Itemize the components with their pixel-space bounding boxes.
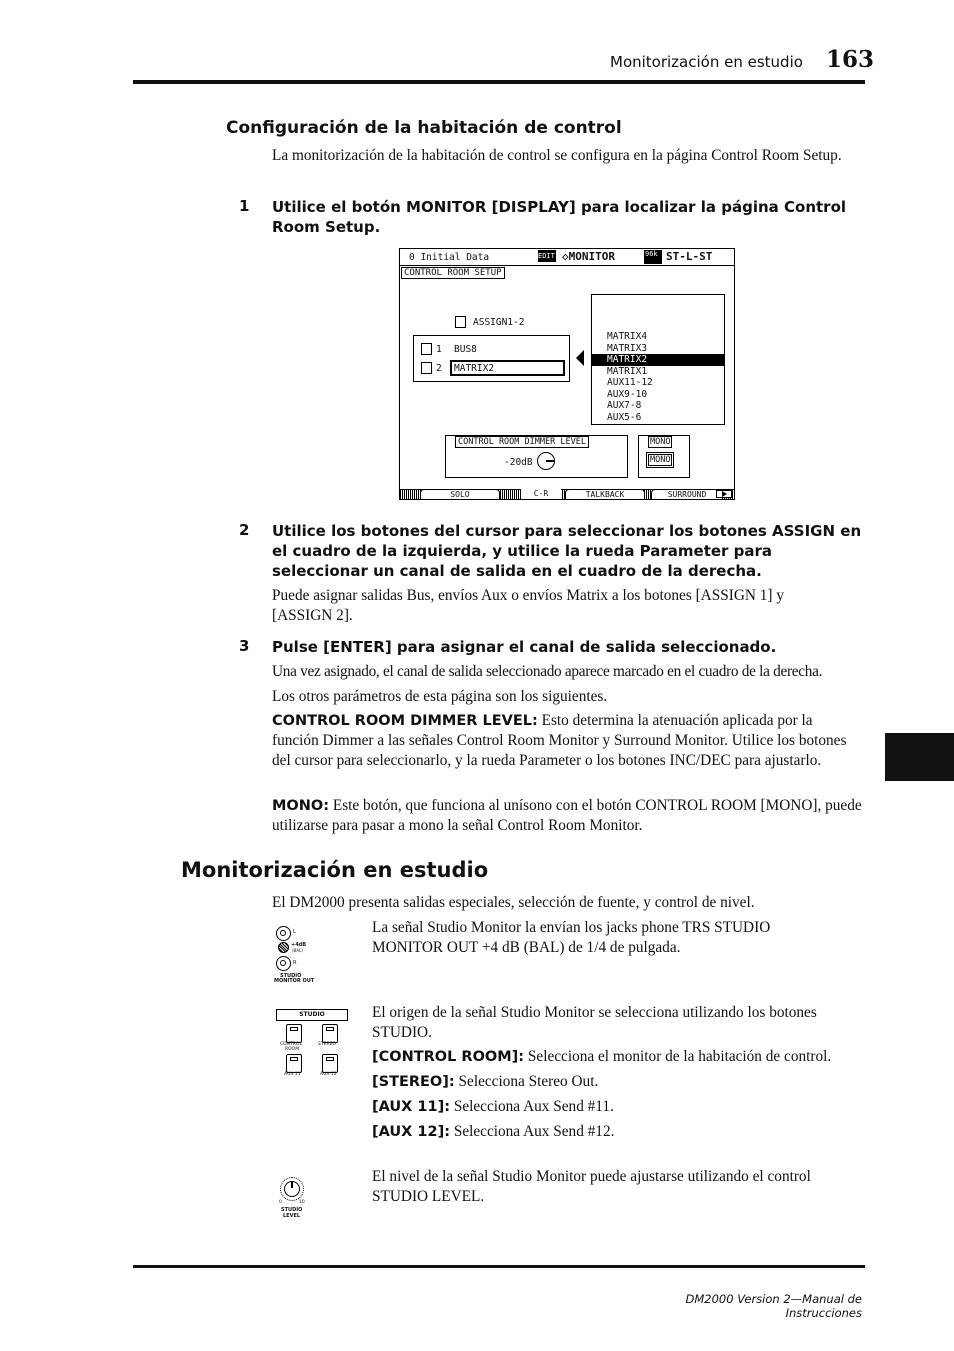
param-dimmer-term: CONTROL ROOM DIMMER LEVEL: — [272, 713, 538, 729]
subsection-title: Configuración de la habitación de control — [226, 118, 622, 138]
dimmer-knob-icon[interactable] — [537, 452, 555, 470]
studio-level-knob-icon — [280, 1177, 304, 1201]
studio-title: STUDIO — [276, 1009, 348, 1021]
lcd-page-title: CONTROL ROOM SETUP — [401, 267, 505, 279]
knob-caption-2: LEVEL — [283, 1213, 301, 1219]
assign1-button[interactable] — [421, 343, 432, 355]
studio-button-description — [372, 1072, 872, 1097]
param-mono-desc: Este botón, que funciona al unísono con el botón CONTROL ROOM [MONO], puede utilizarse para pasar a mono la señal Control Room Monitor. — [272, 797, 862, 834]
lcd-tab[interactable]: TALKBACK — [565, 489, 645, 499]
studio-button-term: [CONTROL ROOM]: — [372, 1049, 525, 1065]
step-text: Utilice los botones del cursor para seleccionar los botones ASSIGN en el cuadro de la izquierda, y utilice la rueda Parameter para seleccionar un canal de salida en el cuadro de la derecha. — [272, 522, 862, 580]
chapter-tab — [885, 733, 954, 781]
intro-paragraph: La monitorización de la habitación de control se configura en la página Control Room Setup. — [272, 147, 842, 164]
control-room-caption-1: CONTROL — [280, 1042, 302, 1047]
assign2-value: MATRIX2 — [454, 363, 495, 374]
stereo-caption: STEREO — [318, 1042, 336, 1047]
step3-note2: Los otros parámetros de esta página son los siguientes. — [272, 688, 608, 705]
dimmer-value: -20dB — [504, 457, 533, 468]
aux11-caption: AUX 11 — [284, 1072, 301, 1077]
channel-list-item[interactable]: AUX7-8 — [607, 400, 642, 411]
step-number: 1 — [239, 197, 250, 215]
studio-button-description — [372, 1047, 872, 1072]
lcd-scene: 0 Initial Data — [409, 252, 490, 263]
footer-rule — [133, 1265, 865, 1268]
arrow-left-icon — [576, 350, 584, 366]
header-rule — [133, 80, 865, 84]
channel-list-item[interactable]: AUX5-6 — [607, 411, 642, 423]
channel-list-item[interactable]: AUX9-10 — [607, 388, 648, 400]
knob-min-label: 0 — [279, 1200, 282, 1205]
jack-level-label: +4dB — [291, 942, 307, 948]
step-number: 2 — [239, 521, 250, 539]
stereo-button-icon — [322, 1024, 338, 1043]
studio-monitor-out-figure — [272, 922, 322, 988]
param-dimmer-desc: Esto determina la atenuación aplicada por la función Dimmer a las señales Control Room Monitor y Surround Monitor. Utilice los botones del cursor para seleccionarlo, y la rueda Parameter o los botones INC/DEC para ajustarlo. — [272, 712, 847, 769]
studio-button-description — [372, 1122, 872, 1147]
step2-note: Puede asignar salidas Bus, envíos Aux o envíos Matrix a los botones [ASSIGN 1] y [ASSIGN 2]. — [272, 587, 784, 624]
channel-list-item[interactable]: MATRIX1 — [607, 365, 648, 377]
lcd-output: ST-L-ST — [666, 250, 713, 263]
header-section: Monitorización en estudio — [610, 53, 803, 71]
section-intro: El DM2000 presenta salidas especiales, selección de fuente, y control de nivel. — [272, 894, 755, 911]
step-text: Utilice el botón MONITOR [DISPLAY] para localizar la página Control Room Setup. — [272, 198, 847, 236]
jack-r-label: R — [293, 960, 297, 966]
dimmer-label: CONTROL ROOM DIMMER LEVEL — [455, 436, 589, 448]
step-text: Pulse [ENTER] para asignar el canal de salida seleccionado. — [272, 638, 777, 656]
studio-button-term: [AUX 11]: — [372, 1099, 451, 1115]
jack-l-icon — [276, 926, 291, 941]
jack-caption-2: MONITOR OUT — [274, 978, 315, 984]
mono-label: MONO — [650, 437, 671, 447]
studio-button-desc: Selecciona Aux Send #12. — [453, 1123, 615, 1140]
assign1-num: 1 — [436, 344, 442, 355]
param-dimmer — [272, 711, 862, 771]
assign1-value: BUS8 — [454, 344, 477, 355]
control-room-button-icon — [286, 1024, 302, 1043]
level-symbol-icon — [278, 942, 289, 953]
aux11-button-icon — [286, 1054, 302, 1073]
lcd-tab[interactable]: C-R — [521, 489, 561, 499]
page-number: 163 — [826, 46, 875, 73]
knob-max-label: 10 — [299, 1200, 305, 1205]
lcd-edit: EDIT — [538, 252, 555, 260]
jack-l-label: L — [293, 929, 296, 935]
studio-button-desc: Selecciona Stereo Out. — [458, 1073, 599, 1090]
channel-list-item[interactable]: MATRIX2 — [592, 354, 724, 366]
assign-icon — [455, 316, 466, 328]
control-room-caption-2: ROOM — [285, 1047, 300, 1052]
step3-note1: Una vez asignado, el canal de salida seleccionado aparece marcado en el cuadro de la derecha. — [272, 663, 823, 680]
tab-scroll-right-icon[interactable] — [716, 490, 732, 498]
assign-label: ASSIGN1-2 — [473, 317, 525, 328]
channel-list-item[interactable]: MATRIX3 — [607, 342, 648, 354]
param-mono — [272, 796, 866, 836]
jack-description: La señal Studio Monitor la envían los jacks phone TRS STUDIO MONITOR OUT +4 dB (BAL) de 1/4 de pulgada. — [372, 919, 771, 956]
jack-bal-label: (BAL) — [292, 948, 303, 953]
studio-button-description — [372, 1097, 872, 1122]
mono-button[interactable]: MONO — [650, 455, 671, 465]
channel-list-item[interactable]: MATRIX4 — [607, 331, 648, 342]
step-number: 3 — [239, 637, 250, 655]
source-description: El origen de la señal Studio Monitor se selecciona utilizando los botones STUDIO. — [372, 1004, 817, 1041]
footer-text: DM2000 Version 2—Manual de Instrucciones — [685, 1292, 862, 1320]
studio-button-desc: Selecciona Aux Send #11. — [453, 1098, 614, 1115]
lcd-tab[interactable]: SURROUND — [651, 489, 723, 499]
studio-button-term: [AUX 12]: — [372, 1124, 451, 1140]
assign2-button[interactable] — [421, 362, 432, 374]
studio-button-list — [372, 1047, 872, 1147]
param-mono-term: MONO: — [272, 798, 330, 814]
lcd-tab[interactable]: SOLO — [420, 489, 500, 499]
studio-button-desc: Selecciona el monitor de la habitación de control. — [527, 1048, 832, 1065]
section-title: Monitorización en estudio — [181, 858, 489, 882]
studio-level-figure — [276, 1173, 310, 1223]
level-description: El nivel de la señal Studio Monitor puede ajustarse utilizando el control STUDIO LEVEL. — [372, 1168, 811, 1205]
studio-button-term: [STEREO]: — [372, 1074, 455, 1090]
lcd-mode: ◇MONITOR — [562, 250, 615, 263]
aux12-caption: AUX 12 — [320, 1072, 337, 1077]
jack-caption-1: STUDIO — [280, 973, 302, 979]
jack-r-icon — [276, 956, 291, 971]
lcd-tabs — [420, 489, 710, 499]
lcd-screen — [399, 248, 735, 500]
channel-list-items — [592, 331, 724, 423]
channel-list-item[interactable]: AUX11-12 — [607, 377, 653, 388]
knob-caption-1: STUDIO — [281, 1207, 303, 1213]
studio-buttons-figure — [276, 1009, 348, 1081]
lcd-rate: 96k — [645, 250, 658, 258]
aux12-button-icon — [322, 1054, 338, 1073]
assign2-num: 2 — [436, 363, 442, 374]
